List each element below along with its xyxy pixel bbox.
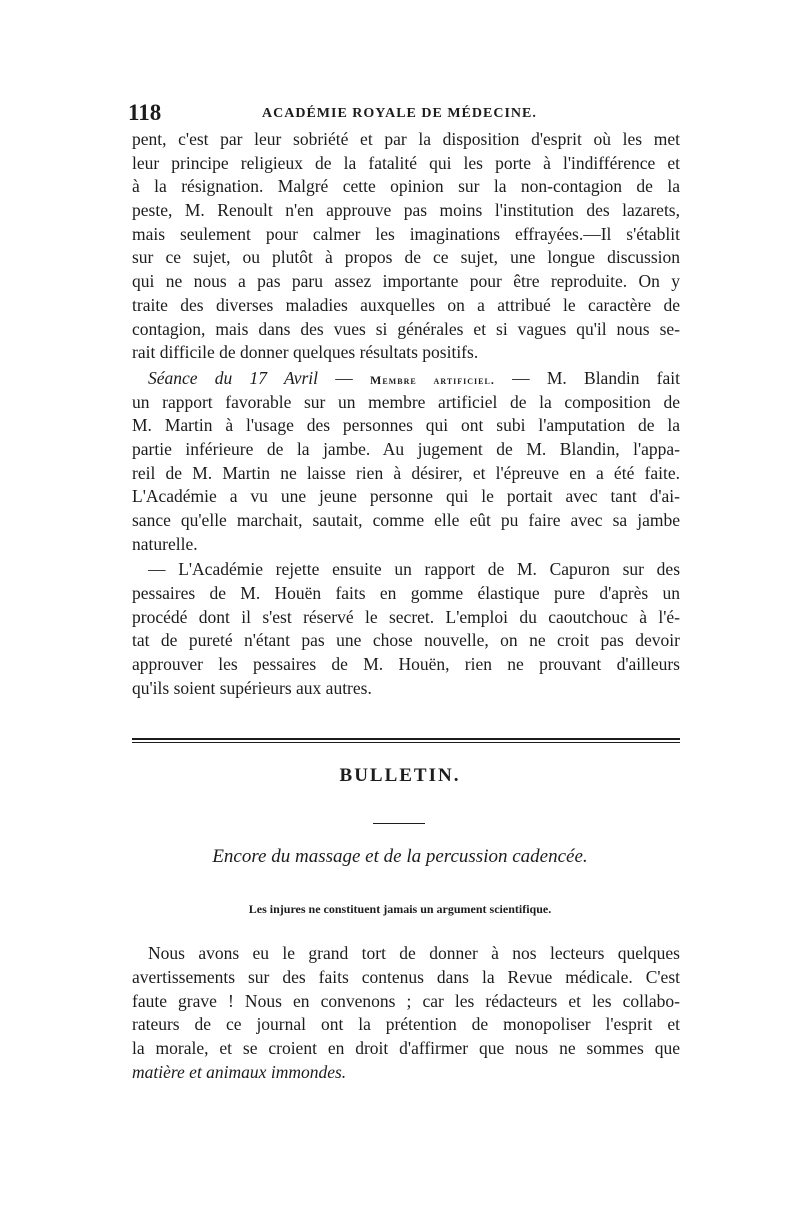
- text-line: M. Martin à l'usage des personnes qui ont subi l'amputation de la: [132, 415, 680, 436]
- text-line: un rapport favorable sur un membre artificiel de la composition de: [132, 391, 680, 412]
- article-body: [132, 942, 680, 1085]
- page-number: 118: [128, 100, 162, 125]
- bulletin-heading: BULLETIN.: [339, 765, 461, 786]
- paragraph-seance-17-avril: [132, 367, 680, 557]
- text-line: rait difficile de donner quelques résultats positifs.: [132, 342, 479, 363]
- text-line: avertissements sur des faits contenus dans la Revue médicale. C'est: [132, 966, 680, 987]
- text-line: rateurs de ce journal ont la prétention de monopoliser l'esprit et: [132, 1014, 680, 1035]
- text-line: sur ce sujet, ou plutôt à propos de ce sujet, une longue discussion: [132, 247, 680, 268]
- text-line: peste, M. Renoult n'en approuve pas moins l'institution des lazarets,: [132, 200, 680, 221]
- text-line: qui ne nous a pas paru assez importante pour être reproduite. On y: [132, 271, 680, 292]
- text-line: sance qu'elle marchait, sautait, comme elle eût pu faire avec sa jambe: [132, 510, 680, 530]
- text-line: traite des diverses maladies auxquelles on a attribué le caractère de: [132, 294, 680, 315]
- body-text: [132, 128, 680, 701]
- paragraph-renoult: [132, 128, 680, 365]
- text-line: qu'ils soient supérieurs aux autres.: [132, 677, 372, 698]
- short-divider: [373, 823, 425, 824]
- text-fragment: — M. Blandin fait: [494, 367, 680, 388]
- session-heading-line: [132, 367, 680, 391]
- paragraph-capuron: [132, 558, 680, 700]
- text-line: approuver les pessaires de M. Houën, rien ne prouvant d'ailleurs: [132, 654, 680, 675]
- session-topic: Membre artificiel.: [370, 372, 495, 387]
- text-line: L'Académie a vu une jeune personne qui le portait avec tant d'ai-: [132, 486, 680, 507]
- page-header: [128, 100, 678, 130]
- text-line: à la résignation. Malgré cette opinion sur la non-contagion de la: [132, 176, 680, 197]
- text-line: contagion, mais dans des vues si générales et si vagues qu'il nous se-: [132, 318, 680, 339]
- text-line: la morale, et se croient en droit d'affirmer que nous ne sommes que: [132, 1038, 680, 1059]
- dash: —: [318, 367, 371, 388]
- text-line: pessaires de M. Houën faits en gomme élastique pure d'après un: [132, 583, 680, 604]
- section-divider: [132, 738, 680, 743]
- text-line: leur principe religieux de la fatalité qui les porte à l'indifférence et: [132, 152, 680, 173]
- text-line: mais seulement pour calmer les imaginations effrayées.—Il s'établit: [132, 223, 680, 244]
- text-line: — L'Académie rejette ensuite un rapport de M. Capuron sur des: [148, 559, 680, 580]
- text-line: matière et animaux immondes.: [132, 1061, 347, 1082]
- text-line: reil de M. Martin ne laisse rien à désirer, et l'épreuve en a été faite.: [132, 462, 680, 483]
- text-line: Nous avons eu le grand tort de donner à nos lecteurs quelques: [148, 943, 680, 963]
- session-date: Séance du 17 Avril: [148, 367, 319, 388]
- epigraph: Les injures ne constituent jamais un argument scientifique.: [248, 902, 552, 916]
- text-line: naturelle.: [132, 533, 198, 554]
- text-line: pent, c'est par leur sobriété et par la disposition d'esprit où les met: [132, 129, 680, 149]
- text-line: partie inférieure de la jambe. Au jugement de M. Blandin, l'appa-: [132, 438, 680, 459]
- article-title: Encore du massage et de la percussion cadencée.: [212, 846, 588, 867]
- text-line: faute grave ! Nous en convenons ; car les rédacteurs et les collabo-: [132, 990, 680, 1011]
- text-line: procédé dont il s'est réservé le secret. L'emploi du caoutchouc à l'é-: [132, 606, 680, 627]
- running-head: ACADÉMIE ROYALE DE MÉDECINE.: [262, 106, 537, 121]
- text-line: tat de pureté n'étant pas une chose nouvelle, on ne croit pas devoir: [132, 630, 680, 651]
